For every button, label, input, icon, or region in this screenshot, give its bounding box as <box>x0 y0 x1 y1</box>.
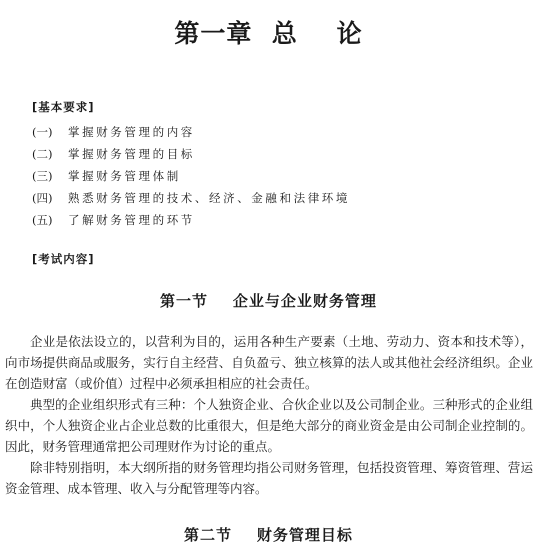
requirements-list <box>32 121 350 231</box>
list-item-text: 掌握财务管理的目标 <box>68 147 195 161</box>
chapter-title: 第一章 总 论 <box>174 19 363 48</box>
list-item-number: (五) <box>32 213 53 227</box>
basic-requirements-heading: [基本要求] <box>32 100 95 114</box>
list-item-text: 熟悉财务管理的技术、经济、金融和法律环境 <box>68 191 350 205</box>
paragraph: 除非特别指明，本大纲所指的财务管理均指公司财务管理，包括投资管理、筹资管理、营运资金管理、成本管理、收入与分配管理等内容。 <box>5 460 533 496</box>
exam-content-heading: [考试内容] <box>32 252 95 266</box>
section-1-title: 第一节 企业与企业财务管理 <box>160 292 377 310</box>
list-item <box>32 209 350 231</box>
paragraph: 企业是依法设立的，以营利为目的，运用各种生产要素（土地、劳动力、资本和技术等），向市场提供商品或服务，实行自主经营、自负盈亏、独立核算的法人或其他社会经济组织。企业在创造财富（或价值）过程中必须承担相应的社会责任。 <box>5 334 533 391</box>
list-item <box>32 187 350 209</box>
list-item <box>32 165 350 187</box>
list-item-number: (二) <box>32 147 53 161</box>
section-1-body <box>5 331 533 499</box>
list-item <box>32 121 350 143</box>
list-item-number: (一) <box>32 125 53 139</box>
list-item-text: 掌握财务管理体制 <box>68 169 181 183</box>
list-item <box>32 143 350 165</box>
paragraph: 典型的企业组织形式有三种：个人独资企业、合伙企业以及公司制企业。三种形式的企业组织中，个人独资企业占企业总数的比重很大，但是绝大部分的商业资金是由公司制企业控制的。因此，财务管理通常把公司理财作为讨论的重点。 <box>5 397 533 454</box>
list-item-number: (三) <box>32 169 53 183</box>
list-item-text: 掌握财务管理的内容 <box>68 125 195 139</box>
list-item-number: (四) <box>32 191 53 205</box>
list-item-text: 了解财务管理的环节 <box>68 213 195 227</box>
section-2-title: 第二节 财务管理目标 <box>184 526 353 544</box>
